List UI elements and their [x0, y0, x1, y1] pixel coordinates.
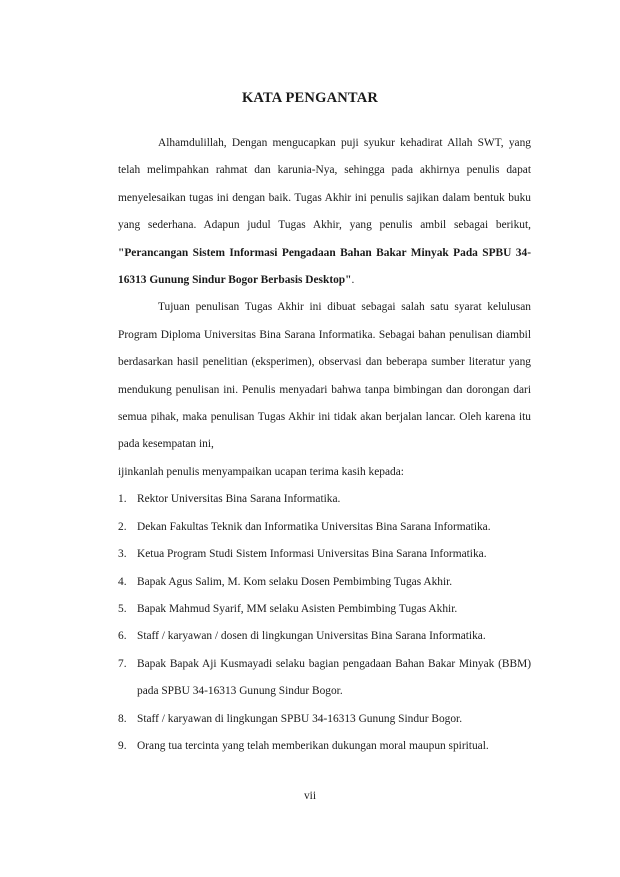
list-item [118, 706, 531, 733]
paragraph-intro [118, 130, 531, 294]
list-item-number: 8. [118, 712, 127, 725]
list-item [118, 569, 531, 596]
list-item-number: 7. [118, 657, 127, 670]
list-item [118, 514, 531, 541]
list-item-text: Ketua Program Studi Sistem Informasi Universitas Bina Sarana Informatika. [137, 548, 487, 561]
list-item-number: 2. [118, 520, 127, 533]
list-item [118, 733, 531, 760]
paragraph-thanks-intro: ijinkanlah penulis menyampaikan ucapan terima kasih kepada: [118, 465, 404, 478]
list-item [118, 541, 531, 568]
document-body [118, 130, 531, 760]
list-item-text: Bapak Bapak Aji Kusmayadi selaku bagian pengadaan Bahan Bakar Minyak (BBM) pada SPBU 34-16313 Gunung Sindur Bogor. [137, 657, 531, 698]
list-item-text: Staff / karyawan di lingkungan SPBU 34-16313 Gunung Sindur Bogor. [137, 712, 463, 725]
thanks-list [118, 486, 531, 760]
list-item-text: Bapak Mahmud Syarif, MM selaku Asisten Pembimbing Tugas Akhir. [137, 602, 458, 615]
thesis-title: "Perancangan Sistem Informasi Pengadaan Bahan Bakar Minyak Pada SPBU 34-16313 Gunung Sindur Bogor Berbasis Desktop" [118, 246, 531, 287]
list-item-number: 3. [118, 548, 127, 561]
list-item [118, 486, 531, 513]
paragraph-intro-text: Alhamdulillah, Dengan mengucapkan puji syukur kehadirat Allah SWT, yang telah melimpahkan rahmat dan karunia-Nya, sehingga pada akhirnya penulis dapat menyelesaikan tugas ini dengan baik. Tugas Akhir ini penulis sajikan dalam bentuk buku yang sederhana. Adapun judul Tugas Akhir, yang penulis ambil sebagai berikut, [118, 137, 531, 232]
page-title: KATA PENGANTAR [241, 90, 379, 106]
list-item [118, 623, 531, 650]
list-item-text: Staff / karyawan / dosen di lingkungan Universitas Bina Sarana Informatika. [137, 630, 486, 643]
paragraph-purpose: Tujuan penulisan Tugas Akhir ini dibuat sebagai salah satu syarat kelulusan Program Diploma Universitas Bina Sarana Informatika. Sebagai bahan penulisan diambil berdasarkan hasil penelitian (eksperimen), observasi dan beberapa sumber literatur yang mendukung penulisan ini. Penulis menyadari bahwa tanpa bimbingan dan dorongan dari semua pihak, maka penulisan Tugas Akhir ini tidak akan berjalan lancar. Oleh karena itu pada kesempatan ini, [118, 301, 531, 451]
list-item-text: Dekan Fakultas Teknik dan Informatika Universitas Bina Sarana Informatika. [137, 520, 491, 533]
list-item-number: 9. [118, 739, 127, 752]
list-item-text: Bapak Agus Salim, M. Kom selaku Dosen Pembimbing Tugas Akhir. [137, 575, 453, 588]
list-item-text: Rektor Universitas Bina Sarana Informatika. [137, 493, 341, 506]
paragraph-intro-end: . [351, 274, 355, 287]
list-item-text: Orang tua tercinta yang telah memberikan dukungan moral maupun spiritual. [137, 739, 489, 752]
list-item [118, 596, 531, 623]
list-item-number: 1. [118, 493, 127, 506]
list-item-number: 6. [118, 630, 127, 643]
list-item-number: 5. [118, 602, 127, 615]
list-item [118, 651, 531, 706]
page-number: vii [303, 790, 317, 802]
list-item-number: 4. [118, 575, 127, 588]
